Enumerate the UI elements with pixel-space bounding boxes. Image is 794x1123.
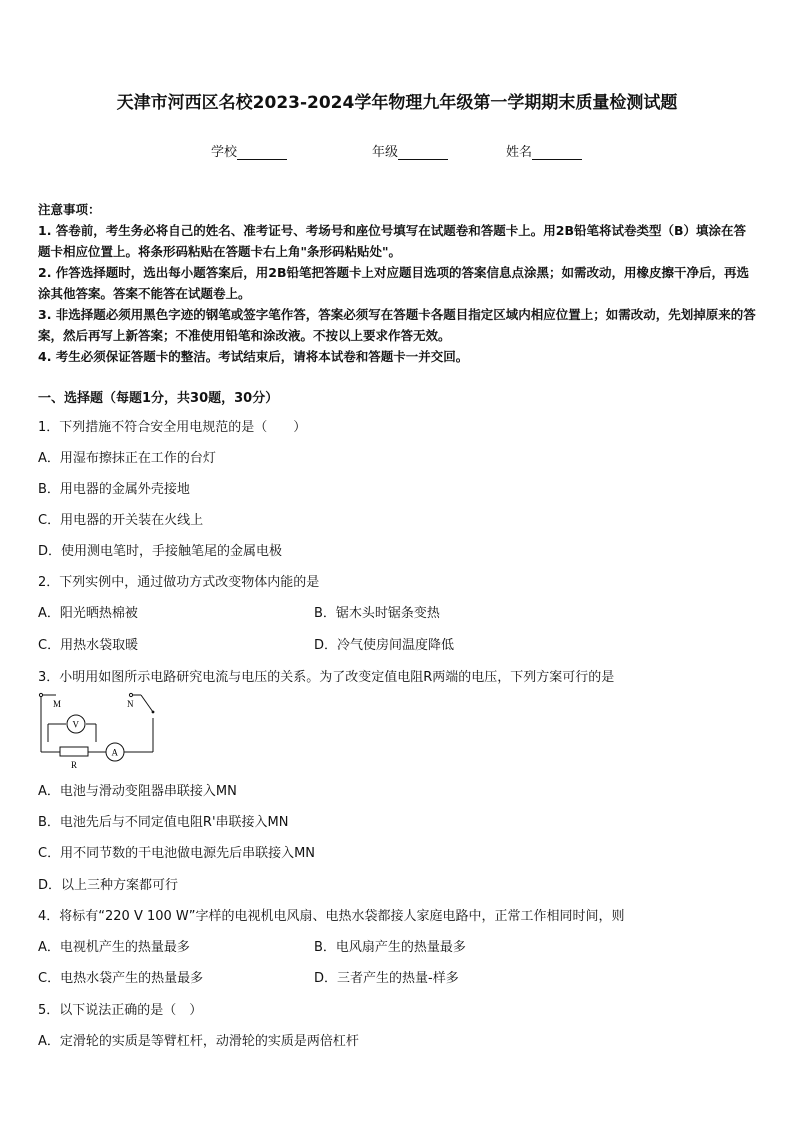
q5-stem: 5．以下说法正确的是（ ） <box>38 1003 203 1018</box>
name-field <box>506 141 582 160</box>
q3-option-b: B．电池先后与不同定值电阻R'串联接入MN <box>38 815 289 830</box>
circuit-diagram <box>36 690 166 770</box>
section-heading: 一、选择题（每题1分，共30题，30分） <box>38 391 279 406</box>
q1-option-c: C．用电器的开关装在火线上 <box>38 513 204 528</box>
circuit-label-v: V <box>72 719 79 730</box>
exam-title: 天津市河西区名校2023-2024学年物理九年级第一学期期末质量检测试题 <box>116 93 678 113</box>
q1-option-d: D．使用测电笔时，手接触笔尾的金属电极 <box>38 544 283 559</box>
grade-label: 年级 <box>372 145 399 160</box>
grade-blank <box>398 147 448 160</box>
grade-field <box>372 141 448 160</box>
name-label: 姓名 <box>506 145 533 160</box>
q2-option-a: A．阳光晒热棉被 <box>38 606 138 621</box>
circuit-label-n: N <box>127 699 134 709</box>
q3-option-d: D．以上三种方案都可行 <box>38 878 179 893</box>
q4-option-b: B．电风扇产生的热量最多 <box>314 940 466 955</box>
q4-option-d: D．三者产生的热量-样多 <box>314 971 459 986</box>
school-label: 学校 <box>211 145 238 160</box>
q3-option-c: C．用不同节数的干电池做电源先后串联接入MN <box>38 846 316 861</box>
q4-option-c: C．电热水袋产生的热量最多 <box>38 971 204 986</box>
q2-option-b: B．锯木头时锯条变热 <box>314 606 440 621</box>
school-field <box>211 141 287 160</box>
note-item: 3. 非选择题必须用黑色字迹的钢笔或签字笔作答，答案必须写在答题卡各题目指定区域内相应位置上；如需改动，先划掉原来的答案，然后再写上新答案；不准使用铅笔和涂改液。不按以上要求作答无效。 <box>38 307 756 343</box>
q2-option-c: C．用热水袋取暖 <box>38 638 139 653</box>
note-item: 4. 考生必须保证答题卡的整洁。考试结束后，请将本试卷和答题卡一并交回。 <box>38 349 469 364</box>
circuit-label-a: A <box>111 747 118 758</box>
q1-option-a: A．用湿布擦抹正在工作的台灯 <box>38 451 216 466</box>
circuit-label-r: R <box>71 760 78 770</box>
q1-option-b: B．用电器的金属外壳接地 <box>38 482 190 497</box>
circuit-label-m: M <box>53 699 62 709</box>
notes-block <box>38 199 758 367</box>
q2-stem: 2．下列实例中，通过做功方式改变物体内能的是 <box>38 575 320 590</box>
q5-option-a: A．定滑轮的实质是等臂杠杆，动滑轮的实质是两倍杠杆 <box>38 1034 359 1049</box>
q4-option-a: A．电视机产生的热量最多 <box>38 940 190 955</box>
note-item: 2. 作答选择题时，选出每小题答案后，用2B铅笔把答题卡上对应题目选项的答案信息点涂黑；如需改动，用橡皮擦干净后，再选涂其他答案。答案不能答在试题卷上。 <box>38 265 750 301</box>
q4-stem: 4．将标有“220 V 100 W”字样的电视机电风扇、电热水袋都接人家庭电路中，正常工作相同时间，则 <box>38 909 625 924</box>
notes-heading: 注意事项： <box>38 202 101 217</box>
note-item: 1. 答卷前，考生务必将自己的姓名、准考证号、考场号和座位号填写在试题卷和答题卡上。用2B铅笔将试卷类型（B）填涂在答题卡相应位置上。将条形码粘贴在答题卡右上角"条形码粘贴处"。 <box>38 223 747 259</box>
q2-option-d: D．冷气使房间温度降低 <box>314 638 455 653</box>
q3-option-a: A．电池与滑动变阻器串联接入MN <box>38 784 237 799</box>
name-blank <box>532 147 582 160</box>
q1-stem: 1．下列措施不符合安全用电规范的是（ ） <box>38 420 307 435</box>
school-blank <box>237 147 287 160</box>
q3-stem: 3．小明用如图所示电路研究电流与电压的关系。为了改变定值电阻R两端的电压，下列方案可行的是 <box>38 670 615 685</box>
